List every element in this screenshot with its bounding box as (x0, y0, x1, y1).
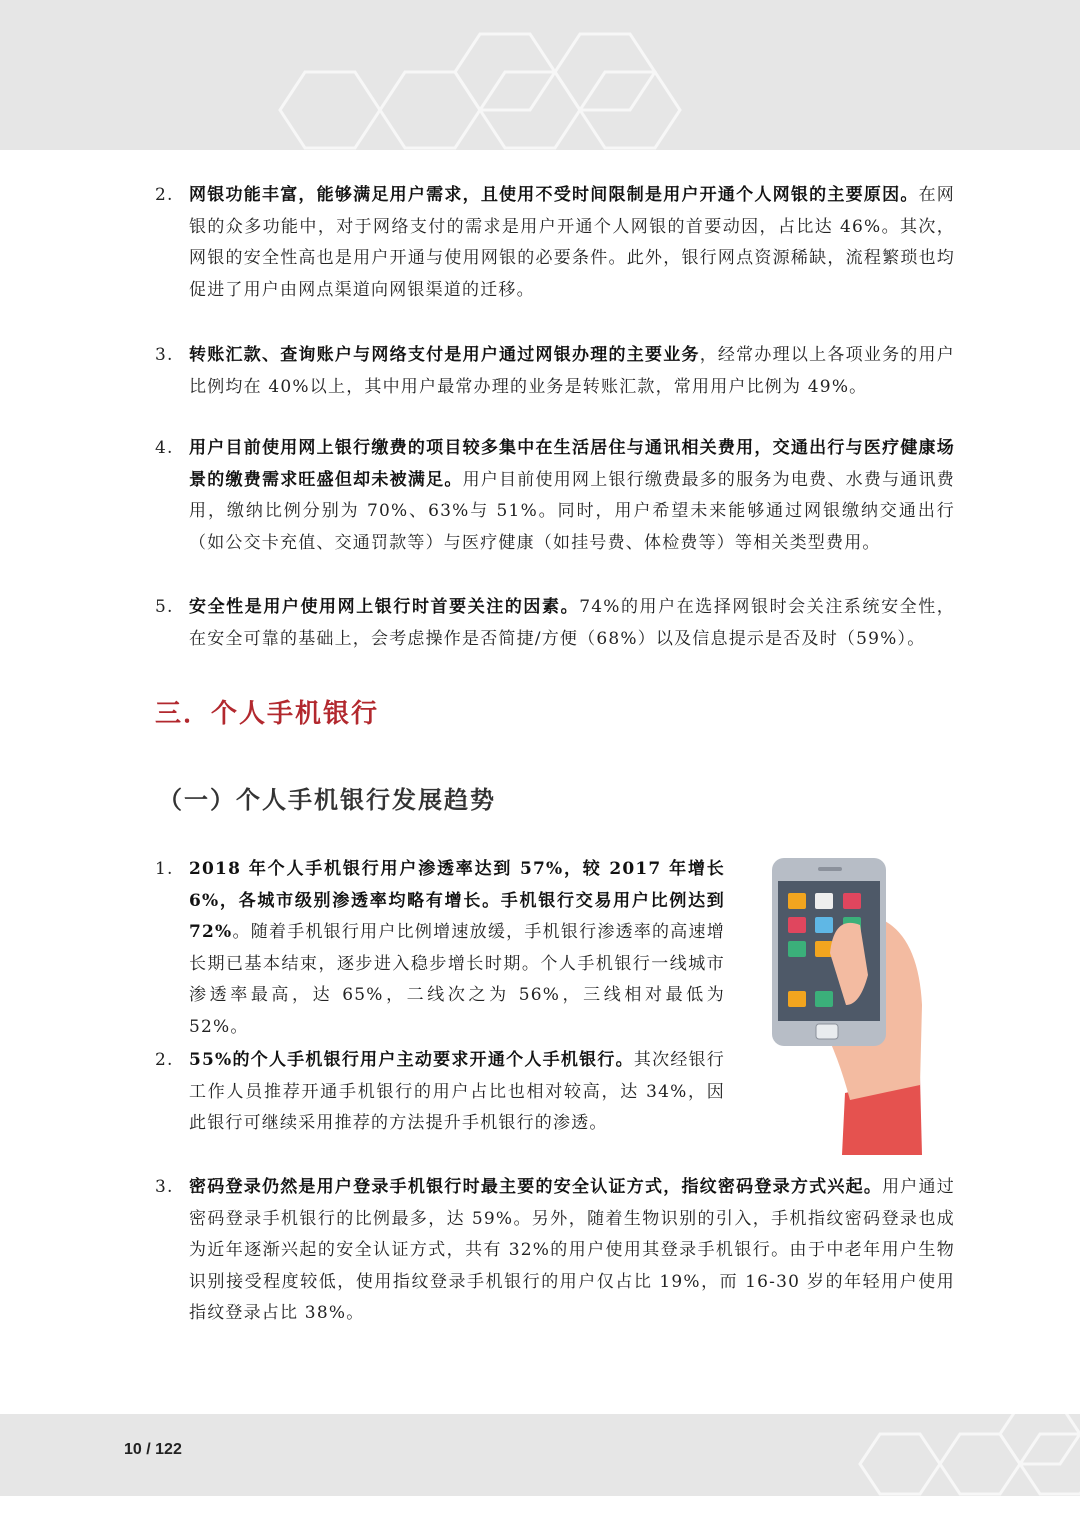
list-item-bold-text: 转账汇款、查询账户与网络支付是用户通过网银办理的主要业务 (189, 345, 700, 365)
list-number: 1. (155, 859, 174, 879)
list-number: 3. (155, 1177, 174, 1197)
subsection-title: （一）个人手机银行发展趋势 (158, 785, 496, 814)
list-number: 4. (155, 438, 174, 458)
list-item-text: 用户目前使用网上银行缴费最多的服务为电费、水费与通讯费用，缴纳比例分别为 70%、63%与 51%。同时，用户希望未来能够通过网银缴纳交通出行（如公交卡充值、交通罚款等）与医疗健康（如挂号费、体检费等）等相关类型费用。 (189, 469, 956, 553)
page-current: 10 (124, 1441, 142, 1458)
list-item-text: 在网银的众多功能中，对于网络支付的需求是用户开通个人网银的首要动因，占比达 46%。其次，网银的安全性高也是用户开通与使用网银的必要条件。此外，银行网点资源稀缺，流程繁琐也均促进了用户由网点渠道向网银渠道的迁移。 (189, 185, 956, 300)
list-item-text: 74%的用户在选择网银时会关注系统安全性，在安全可靠的基础上，会考虑操作是否简捷/方便（68%）以及信息提示是否及时（59%）。 (189, 597, 956, 649)
list-item (155, 180, 955, 306)
list-item-text: ，经常办理以上各项业务的用户比例均在 40%以上，其中用户最常办理的业务是转账汇款，常用用户比例为 49%。 (189, 345, 955, 397)
list-item-text: 用户通过密码登录手机银行的比例最多，达 59%。另外，随着生物识别的引入，手机指纹密码登录也成为近年逐渐兴起的安全认证方式，共有 32%的用户使用其登录手机银行。由于中老年用户生物识别接受程度较低，使用指纹登录手机银行的用户仅占比 19%，而 16-30 岁的年轻用户使用指纹登录占比 38%。 (189, 1177, 955, 1323)
list-item-bold-text: 2018 年个人手机银行用户渗透率达到 57%，较 2017 年增长 6%，各城市级别渗透率均略有增长。手机银行交易用户比例达到 72% (189, 859, 725, 942)
list-number: 3. (155, 345, 174, 365)
phone-in-hand-illustration (750, 855, 940, 1160)
page-total: 122 (155, 1441, 182, 1458)
list-item-bold-text: 网银功能丰富，能够满足用户需求，且使用不受时间限制是用户开通个人网银的主要原因。 (189, 185, 919, 205)
list-item (155, 1045, 725, 1140)
list-item (155, 854, 725, 1043)
list-item-bold-text: 用户目前使用网上银行缴费的项目较多集中在生活居住与通讯相关费用，交通出行与医疗健康场景的缴费需求旺盛但却未被满足。 (189, 438, 955, 490)
list-item (155, 1172, 955, 1330)
section-title: 三．个人手机银行 (155, 699, 380, 729)
list-item-text: 。随着手机银行用户比例增速放缓，手机银行渗透率的高速增长期已基本结束，逐步进入稳步增长时期。个人手机银行一线城市渗透率最高，达 65%，二线次之为 56%，三线相对最低为 52%。 (189, 922, 725, 1037)
list-number: 2. (155, 185, 174, 205)
list-item (155, 592, 955, 655)
list-item-text: 其次经银行工作人员推荐开通手机银行的用户占比也相对较高，达 34%，因此银行可继续采用推荐的方法提升手机银行的渗透。 (189, 1050, 726, 1133)
hexagon-pattern-decoration (0, 0, 1080, 150)
list-number: 5. (155, 597, 174, 617)
list-item (155, 433, 955, 559)
page-number (124, 1441, 182, 1459)
home-button-icon (816, 1024, 838, 1039)
list-number: 2. (155, 1050, 174, 1070)
page-separator: / (141, 1441, 156, 1458)
list-item-bold-text: 55%的个人手机银行用户主动要求开通个人手机银行。 (189, 1050, 634, 1070)
header-band (0, 0, 1080, 150)
list-item-bold-text: 安全性是用户使用网上银行时首要关注的因素。 (189, 597, 580, 617)
list-item (155, 340, 955, 403)
list-item-bold-text: 密码登录仍然是用户登录手机银行时最主要的安全认证方式，指纹密码登录方式兴起。 (189, 1177, 883, 1197)
